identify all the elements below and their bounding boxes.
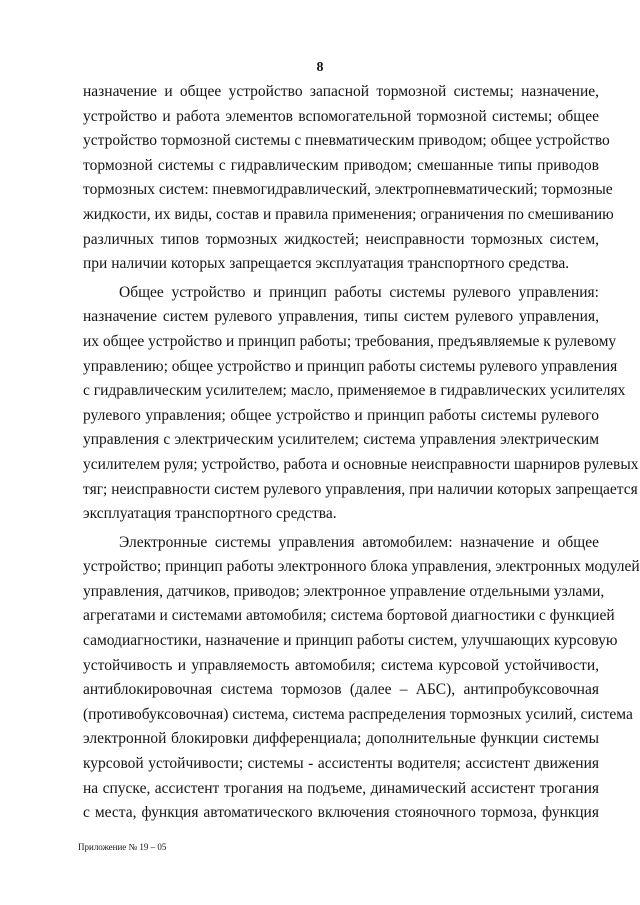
text-line: Общее устройство и принцип работы системы рулевого управления: <box>119 283 599 301</box>
text-line: Электронные системы управления автомобилем: назначение и общее <box>119 533 599 551</box>
text-line: различных типов тормозных жидкостей; неисправности тормозных систем, <box>83 230 599 248</box>
text-line: курсовой устойчивости; системы - ассистенты водителя; ассистент движения <box>83 755 599 773</box>
text-line: устройство; принцип работы электронного блока управления, электронных модулей <box>83 558 640 576</box>
text-line: агрегатами и системами автомобиля; система бортовой диагностики с функцией <box>83 607 615 625</box>
text-line: устройство и работа элементов вспомогательной тормозной системы; общее <box>83 107 599 125</box>
text-line: самодиагностики, назначение и принцип работы систем, улучшающих курсовую <box>83 632 618 650</box>
text-line: электронной блокировки дифференциала; дополнительные функции системы <box>83 730 599 748</box>
text-line: при наличии которых запрещается эксплуатация транспортного средства. <box>83 255 570 273</box>
text-line: тормозной системы с гидравлическим приводом; смешанные типы приводов <box>83 156 599 174</box>
text-line: управления с электрическим усилителем; система управления электрическим <box>83 431 599 449</box>
text-line: рулевого управления; общее устройство и принцип работы системы рулевого <box>83 406 599 424</box>
paragraph <box>83 281 639 527</box>
paragraph <box>83 531 640 826</box>
text-line: тормозных систем: пневмогидравлический, электропневматический; тормозные <box>83 181 613 199</box>
document-body <box>83 80 640 826</box>
text-line: устройство тормозной системы с пневматическим приводом; общее устройство <box>83 132 610 150</box>
text-line: их общее устройство и принцип работы; требования, предъявляемые к рулевому <box>83 332 617 350</box>
text-line: назначение систем рулевого управления, типы систем рулевого управления, <box>83 308 599 326</box>
text-line: управления, датчиков, приводов; электронное управление отдельными узлами, <box>83 582 605 600</box>
text-line: (противобуксовочная) система, система распределения тормозных усилий, система <box>83 705 633 723</box>
text-line: с гидравлическим усилителем; масло, применяемое в гидравлических усилителях <box>83 382 626 400</box>
text-line: устойчивость и управляемость автомобиля; система курсовой устойчивости, <box>83 656 599 674</box>
page-footer: Приложение № 19 – 05 <box>78 842 167 852</box>
text-line: на спуске, ассистент трогания на подъеме, динамический ассистент трогания <box>83 779 599 797</box>
text-line: с места, функция автоматического включения стояночного тормоза, функция <box>83 804 599 822</box>
paragraph <box>83 80 614 277</box>
text-line: назначение и общее устройство запасной тормозной системы; назначение, <box>83 83 599 100</box>
text-line: тяг; неисправности систем рулевого управления, при наличии которых запрещается <box>83 480 638 498</box>
text-line: управлению; общее устройство и принцип работы системы рулевого управления <box>83 357 618 375</box>
text-line: жидкости, их виды, состав и правила применения; ограничения по смешиванию <box>83 205 614 223</box>
text-line: усилителем руля; устройство, работа и основные неисправности шарниров рулевых <box>83 455 639 473</box>
page-number: 8 <box>316 60 324 75</box>
text-line: эксплуатация транспортного средства. <box>83 505 337 523</box>
text-line: антиблокировочная система тормозов (далее – АБС), антипробуксовочная <box>83 681 599 699</box>
